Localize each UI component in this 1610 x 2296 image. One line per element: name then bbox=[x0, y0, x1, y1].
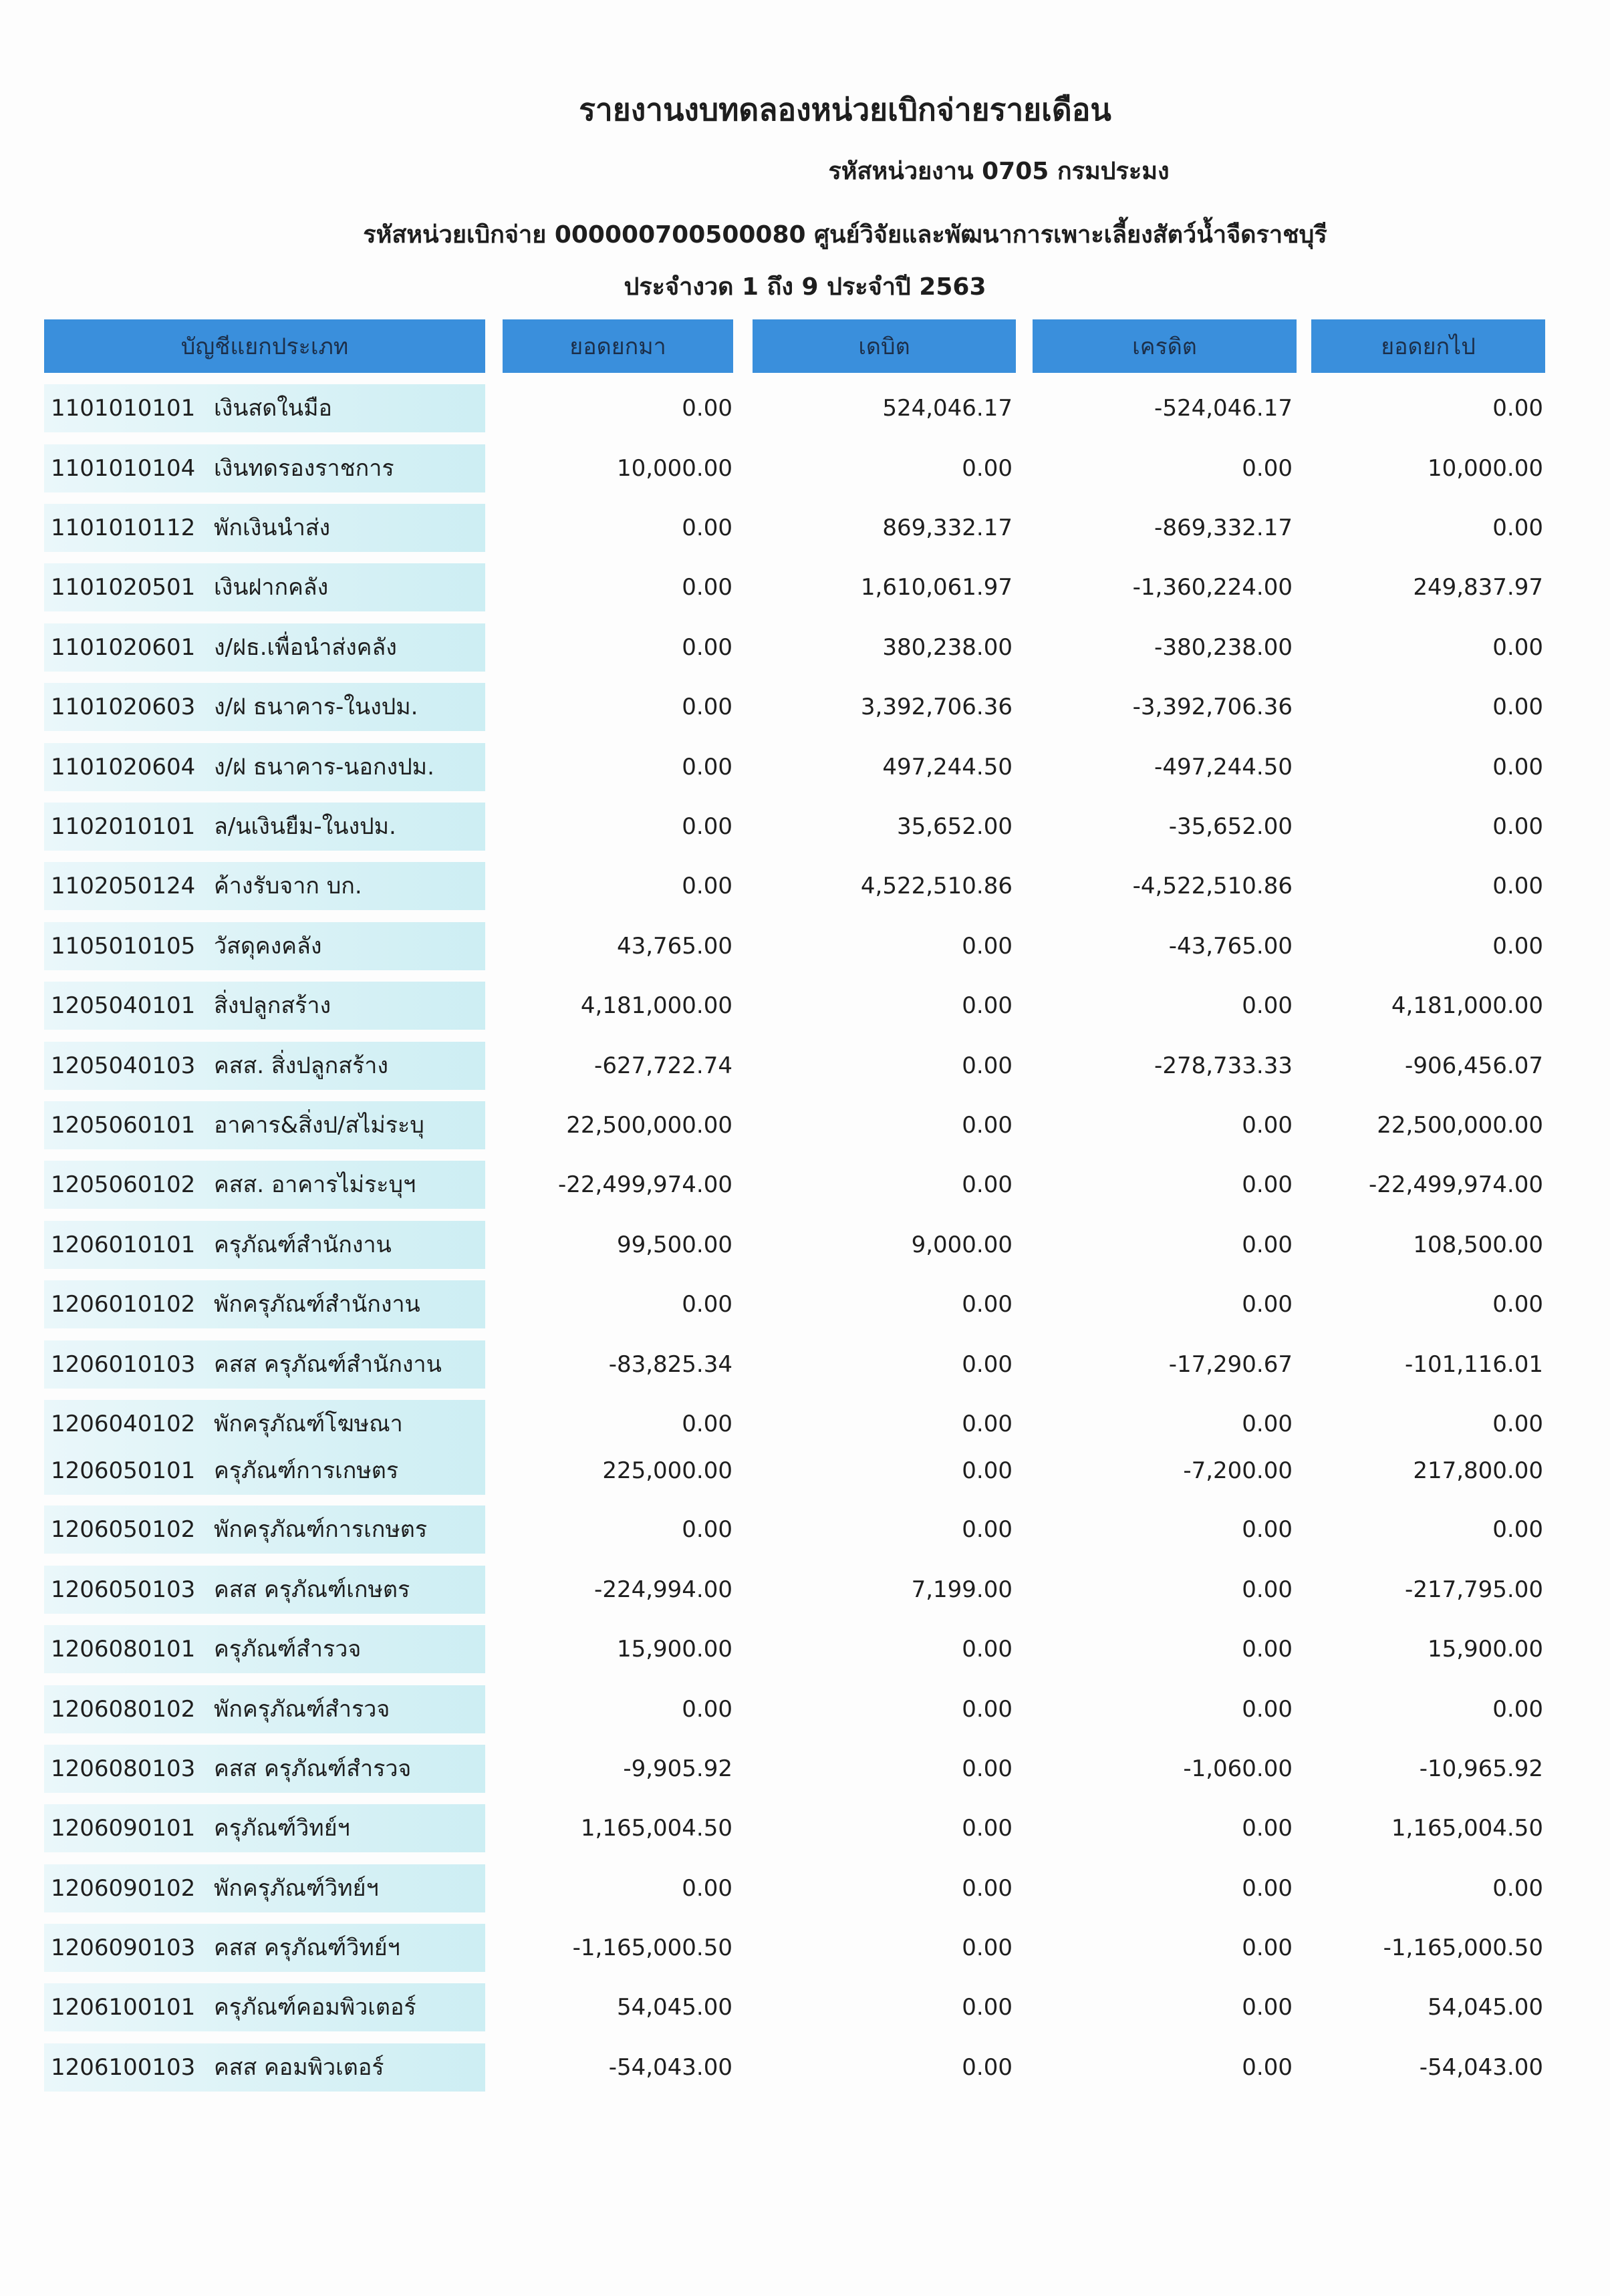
account-code: 1205040101 bbox=[51, 992, 196, 1019]
account-code: 1206100101 bbox=[51, 1994, 196, 2021]
account-code: 1206010102 bbox=[51, 1291, 196, 1318]
account-code: 1101020601 bbox=[51, 634, 196, 661]
table-row bbox=[0, 1340, 1610, 1389]
credit-value: 0.00 bbox=[1242, 1411, 1293, 1437]
credit-value: -4,522,510.86 bbox=[1132, 873, 1293, 899]
account-code: 1102010101 bbox=[51, 813, 196, 840]
account-code: 1206090102 bbox=[51, 1875, 196, 1902]
debit-value: 0.00 bbox=[962, 1994, 1013, 2021]
brought-forward-value: 99,500.00 bbox=[616, 1232, 732, 1258]
table-row bbox=[0, 922, 1610, 970]
carried-forward-value: 217,800.00 bbox=[1413, 1457, 1543, 1484]
carried-forward-value: 0.00 bbox=[1492, 515, 1543, 541]
header-debit: เดบิต bbox=[753, 319, 1016, 373]
brought-forward-value: 0.00 bbox=[682, 395, 732, 422]
account-name: วัสดุคงคลัง bbox=[214, 933, 322, 960]
debit-value: 4,522,510.86 bbox=[860, 873, 1013, 899]
brought-forward-value: 0.00 bbox=[682, 574, 732, 601]
table-row bbox=[0, 1924, 1610, 1972]
table-row bbox=[0, 1804, 1610, 1852]
account-code: 1206050103 bbox=[51, 1576, 196, 1603]
table-row bbox=[0, 1280, 1610, 1328]
report-period: ประจำงวด 1 ถึง 9 ประจำปี 2563 bbox=[624, 273, 986, 301]
disbursing-unit: รหัสหน่วยเบิกจ่าย 000000700500080 ศูนย์วิจัยและพัฒนาการเพาะเลี้ยงสัตว์น้ำจืดราชบุรี bbox=[363, 221, 1327, 249]
table-row bbox=[0, 803, 1610, 851]
table-row bbox=[0, 1161, 1610, 1209]
brought-forward-value: -22,499,974.00 bbox=[557, 1171, 732, 1198]
brought-forward-value: 0.00 bbox=[682, 754, 732, 780]
account-name: ง/ฝธ.เพื่อนำส่งคลัง bbox=[214, 634, 397, 661]
debit-value: 0.00 bbox=[962, 1052, 1013, 1079]
brought-forward-value: 225,000.00 bbox=[602, 1457, 732, 1484]
account-name: ครุภัณฑ์สำนักงาน bbox=[214, 1232, 392, 1258]
account-code: 1206080101 bbox=[51, 1636, 196, 1663]
debit-value: 0.00 bbox=[962, 1112, 1013, 1139]
credit-value: -1,360,224.00 bbox=[1132, 574, 1293, 601]
account-code: 1206050101 bbox=[51, 1457, 196, 1484]
header-brought-forward: ยอดยกมา bbox=[503, 319, 733, 373]
account-name: เงินทดรองราชการ bbox=[214, 455, 394, 482]
brought-forward-value: 0.00 bbox=[682, 873, 732, 899]
credit-value: 0.00 bbox=[1242, 1171, 1293, 1198]
report-title: รายงานงบทดลองหน่วยเบิกจ่ายรายเดือน bbox=[579, 92, 1111, 128]
debit-value: 0.00 bbox=[962, 1815, 1013, 1842]
brought-forward-value: -9,905.92 bbox=[623, 1755, 732, 1782]
account-name: ล/นเงินยืม-ในงปม. bbox=[214, 813, 396, 840]
debit-value: 0.00 bbox=[962, 1875, 1013, 1902]
account-name: พักครุภัณฑ์วิทย์ฯ bbox=[214, 1875, 379, 1902]
brought-forward-value: -83,825.34 bbox=[608, 1351, 732, 1378]
debit-value: 0.00 bbox=[962, 1636, 1013, 1663]
table-row bbox=[0, 982, 1610, 1030]
debit-value: 869,332.17 bbox=[882, 515, 1013, 541]
debit-value: 0.00 bbox=[962, 455, 1013, 482]
debit-value: 1,610,061.97 bbox=[860, 574, 1013, 601]
debit-value: 0.00 bbox=[962, 1516, 1013, 1543]
brought-forward-value: -1,165,000.50 bbox=[572, 1934, 732, 1961]
brought-forward-value: 4,181,000.00 bbox=[580, 992, 732, 1019]
carried-forward-value: 0.00 bbox=[1492, 1696, 1543, 1723]
brought-forward-value: 0.00 bbox=[682, 1516, 732, 1543]
carried-forward-value: 0.00 bbox=[1492, 1516, 1543, 1543]
brought-forward-value: 22,500,000.00 bbox=[566, 1112, 732, 1139]
credit-value: 0.00 bbox=[1242, 1232, 1293, 1258]
credit-value: -497,244.50 bbox=[1154, 754, 1293, 780]
debit-value: 0.00 bbox=[962, 992, 1013, 1019]
table-row bbox=[0, 1042, 1610, 1090]
account-code: 1206050102 bbox=[51, 1516, 196, 1543]
table-row bbox=[0, 743, 1610, 791]
credit-value: 0.00 bbox=[1242, 2054, 1293, 2081]
debit-value: 0.00 bbox=[962, 1696, 1013, 1723]
brought-forward-value: 10,000.00 bbox=[616, 455, 732, 482]
table-row bbox=[0, 1400, 1610, 1448]
header-credit: เครดิต bbox=[1033, 319, 1297, 373]
carried-forward-value: 0.00 bbox=[1492, 754, 1543, 780]
header-carried-forward: ยอดยกไป bbox=[1311, 319, 1545, 373]
agency-code: รหัสหน่วยงาน 0705 กรมประมง bbox=[828, 158, 1170, 185]
account-name: ครุภัณฑ์คอมพิวเตอร์ bbox=[214, 1994, 416, 2021]
brought-forward-value: 0.00 bbox=[682, 813, 732, 840]
carried-forward-value: 108,500.00 bbox=[1413, 1232, 1543, 1258]
account-code: 1101010104 bbox=[51, 455, 196, 482]
credit-value: 0.00 bbox=[1242, 992, 1293, 1019]
debit-value: 35,652.00 bbox=[896, 813, 1013, 840]
account-name: คสส ครุภัณฑ์สำนักงาน bbox=[214, 1351, 442, 1378]
debit-value: 0.00 bbox=[962, 1291, 1013, 1318]
account-name: ง/ฝ ธนาคาร-นอกงปม. bbox=[214, 754, 434, 780]
account-name: พักครุภัณฑ์สำนักงาน bbox=[214, 1291, 420, 1318]
account-name: เงินฝากคลัง bbox=[214, 574, 329, 601]
brought-forward-value: -224,994.00 bbox=[594, 1576, 732, 1603]
carried-forward-value: -1,165,000.50 bbox=[1383, 1934, 1543, 1961]
table-row bbox=[0, 623, 1610, 672]
debit-value: 0.00 bbox=[962, 1934, 1013, 1961]
account-name: อาคาร&สิ่งป/สไม่ระบุ bbox=[214, 1112, 424, 1139]
carried-forward-value: 0.00 bbox=[1492, 1411, 1543, 1437]
credit-value: -35,652.00 bbox=[1168, 813, 1293, 840]
table-row bbox=[0, 1864, 1610, 1912]
table-row bbox=[0, 444, 1610, 492]
table-row bbox=[0, 1625, 1610, 1673]
debit-value: 0.00 bbox=[962, 1171, 1013, 1198]
debit-value: 7,199.00 bbox=[911, 1576, 1013, 1603]
carried-forward-value: 54,045.00 bbox=[1427, 1994, 1543, 2021]
account-code: 1206040102 bbox=[51, 1411, 196, 1437]
carried-forward-value: 0.00 bbox=[1492, 873, 1543, 899]
debit-value: 0.00 bbox=[962, 1411, 1013, 1437]
credit-value: 0.00 bbox=[1242, 455, 1293, 482]
table-row bbox=[0, 1685, 1610, 1733]
credit-value: -278,733.33 bbox=[1154, 1052, 1293, 1079]
account-code: 1105010105 bbox=[51, 933, 196, 960]
table-row bbox=[0, 862, 1610, 910]
brought-forward-value: 0.00 bbox=[682, 515, 732, 541]
account-name: พักครุภัณฑ์โฆษณา bbox=[214, 1411, 403, 1437]
brought-forward-value: 0.00 bbox=[682, 694, 732, 720]
account-code: 1206090101 bbox=[51, 1815, 196, 1842]
credit-value: 0.00 bbox=[1242, 1112, 1293, 1139]
carried-forward-value: 4,181,000.00 bbox=[1391, 992, 1543, 1019]
carried-forward-value: 1,165,004.50 bbox=[1391, 1815, 1543, 1842]
carried-forward-value: -217,795.00 bbox=[1405, 1576, 1543, 1603]
credit-value: 0.00 bbox=[1242, 1291, 1293, 1318]
debit-value: 3,392,706.36 bbox=[860, 694, 1013, 720]
table-row bbox=[0, 1566, 1610, 1614]
table-row bbox=[0, 683, 1610, 731]
brought-forward-value: 0.00 bbox=[682, 1875, 732, 1902]
carried-forward-value: 15,900.00 bbox=[1427, 1636, 1543, 1663]
credit-value: 0.00 bbox=[1242, 1636, 1293, 1663]
brought-forward-value: 1,165,004.50 bbox=[580, 1815, 732, 1842]
brought-forward-value: -54,043.00 bbox=[608, 2054, 732, 2081]
table-row bbox=[0, 563, 1610, 611]
table-row bbox=[0, 1983, 1610, 2031]
brought-forward-value: 0.00 bbox=[682, 1291, 732, 1318]
table-row bbox=[0, 504, 1610, 552]
table-row bbox=[0, 1447, 1610, 1495]
table-row bbox=[0, 1745, 1610, 1793]
carried-forward-value: 0.00 bbox=[1492, 813, 1543, 840]
credit-value: 0.00 bbox=[1242, 1994, 1293, 2021]
carried-forward-value: -22,499,974.00 bbox=[1368, 1171, 1543, 1198]
account-code: 1205060101 bbox=[51, 1112, 196, 1139]
account-code: 1206080103 bbox=[51, 1755, 196, 1782]
debit-value: 0.00 bbox=[962, 1351, 1013, 1378]
carried-forward-value: 0.00 bbox=[1492, 634, 1543, 661]
account-name: คสส. สิ่งปลูกสร้าง bbox=[214, 1052, 388, 1079]
carried-forward-value: 0.00 bbox=[1492, 1291, 1543, 1318]
credit-value: -869,332.17 bbox=[1154, 515, 1293, 541]
account-name: ครุภัณฑ์การเกษตร bbox=[214, 1457, 399, 1484]
debit-value: 0.00 bbox=[962, 1755, 1013, 1782]
carried-forward-value: 22,500,000.00 bbox=[1377, 1112, 1543, 1139]
account-code: 1102050124 bbox=[51, 873, 196, 899]
table-row bbox=[0, 1101, 1610, 1149]
brought-forward-value: 0.00 bbox=[682, 1411, 732, 1437]
table-row bbox=[0, 1221, 1610, 1269]
account-name: ครุภัณฑ์สำรวจ bbox=[214, 1636, 362, 1663]
account-code: 1101010101 bbox=[51, 395, 196, 422]
debit-value: 497,244.50 bbox=[882, 754, 1013, 780]
account-name: คสส ครุภัณฑ์สำรวจ bbox=[214, 1755, 412, 1782]
debit-value: 524,046.17 bbox=[882, 395, 1013, 422]
account-code: 1101020501 bbox=[51, 574, 196, 601]
credit-value: 0.00 bbox=[1242, 1934, 1293, 1961]
table-row bbox=[0, 1505, 1610, 1554]
carried-forward-value: 10,000.00 bbox=[1427, 455, 1543, 482]
account-code: 1206100103 bbox=[51, 2054, 196, 2081]
account-code: 1206010101 bbox=[51, 1232, 196, 1258]
credit-value: -380,238.00 bbox=[1154, 634, 1293, 661]
header-ledger-account: บัญชีแยกประเภท bbox=[44, 319, 485, 373]
account-code: 1101010112 bbox=[51, 515, 196, 541]
account-name: คสส ครุภัณฑ์เกษตร bbox=[214, 1576, 410, 1603]
account-name: ค้างรับจาก บก. bbox=[214, 873, 362, 899]
carried-forward-value: 0.00 bbox=[1492, 1875, 1543, 1902]
table-row bbox=[0, 384, 1610, 432]
account-code: 1206090103 bbox=[51, 1934, 196, 1961]
credit-value: 0.00 bbox=[1242, 1875, 1293, 1902]
brought-forward-value: 0.00 bbox=[682, 634, 732, 661]
account-name: พักครุภัณฑ์การเกษตร bbox=[214, 1516, 428, 1543]
credit-value: 0.00 bbox=[1242, 1815, 1293, 1842]
carried-forward-value: -101,116.01 bbox=[1405, 1351, 1543, 1378]
brought-forward-value: 54,045.00 bbox=[616, 1994, 732, 2021]
account-code: 1206080102 bbox=[51, 1696, 196, 1723]
credit-value: 0.00 bbox=[1242, 1576, 1293, 1603]
credit-value: -17,290.67 bbox=[1168, 1351, 1293, 1378]
carried-forward-value: 0.00 bbox=[1492, 694, 1543, 720]
account-code: 1206010103 bbox=[51, 1351, 196, 1378]
account-name: เงินสดในมือ bbox=[214, 395, 332, 422]
credit-value: -524,046.17 bbox=[1154, 395, 1293, 422]
account-code: 1205040103 bbox=[51, 1052, 196, 1079]
account-code: 1101020604 bbox=[51, 754, 196, 780]
brought-forward-value: -627,722.74 bbox=[594, 1052, 732, 1079]
account-name: พักเงินนำส่ง bbox=[214, 515, 331, 541]
credit-value: -3,392,706.36 bbox=[1132, 694, 1293, 720]
account-name: คสส คอมพิวเตอร์ bbox=[214, 2054, 384, 2081]
debit-value: 380,238.00 bbox=[882, 634, 1013, 661]
credit-value: -1,060.00 bbox=[1183, 1755, 1293, 1782]
credit-value: 0.00 bbox=[1242, 1696, 1293, 1723]
account-name: คสส ครุภัณฑ์วิทย์ฯ bbox=[214, 1934, 400, 1961]
table-row bbox=[0, 2043, 1610, 2092]
credit-value: 0.00 bbox=[1242, 1516, 1293, 1543]
credit-value: -43,765.00 bbox=[1168, 933, 1293, 960]
account-name: ง/ฝ ธนาคาร-ในงปม. bbox=[214, 694, 418, 720]
debit-value: 0.00 bbox=[962, 933, 1013, 960]
account-name: คสส. อาคารไม่ระบุฯ bbox=[214, 1171, 416, 1198]
carried-forward-value: -54,043.00 bbox=[1419, 2054, 1543, 2081]
debit-value: 9,000.00 bbox=[911, 1232, 1013, 1258]
account-code: 1101020603 bbox=[51, 694, 196, 720]
account-code: 1205060102 bbox=[51, 1171, 196, 1198]
carried-forward-value: 0.00 bbox=[1492, 933, 1543, 960]
debit-value: 0.00 bbox=[962, 2054, 1013, 2081]
brought-forward-value: 43,765.00 bbox=[616, 933, 732, 960]
account-name: ครุภัณฑ์วิทย์ฯ bbox=[214, 1815, 350, 1842]
debit-value: 0.00 bbox=[962, 1457, 1013, 1484]
brought-forward-value: 15,900.00 bbox=[616, 1636, 732, 1663]
account-name: พักครุภัณฑ์สำรวจ bbox=[214, 1696, 390, 1723]
brought-forward-value: 0.00 bbox=[682, 1696, 732, 1723]
carried-forward-value: -906,456.07 bbox=[1405, 1052, 1543, 1079]
carried-forward-value: 249,837.97 bbox=[1413, 574, 1543, 601]
carried-forward-value: 0.00 bbox=[1492, 395, 1543, 422]
account-name: สิ่งปลูกสร้าง bbox=[214, 992, 331, 1019]
carried-forward-value: -10,965.92 bbox=[1419, 1755, 1543, 1782]
credit-value: -7,200.00 bbox=[1183, 1457, 1293, 1484]
